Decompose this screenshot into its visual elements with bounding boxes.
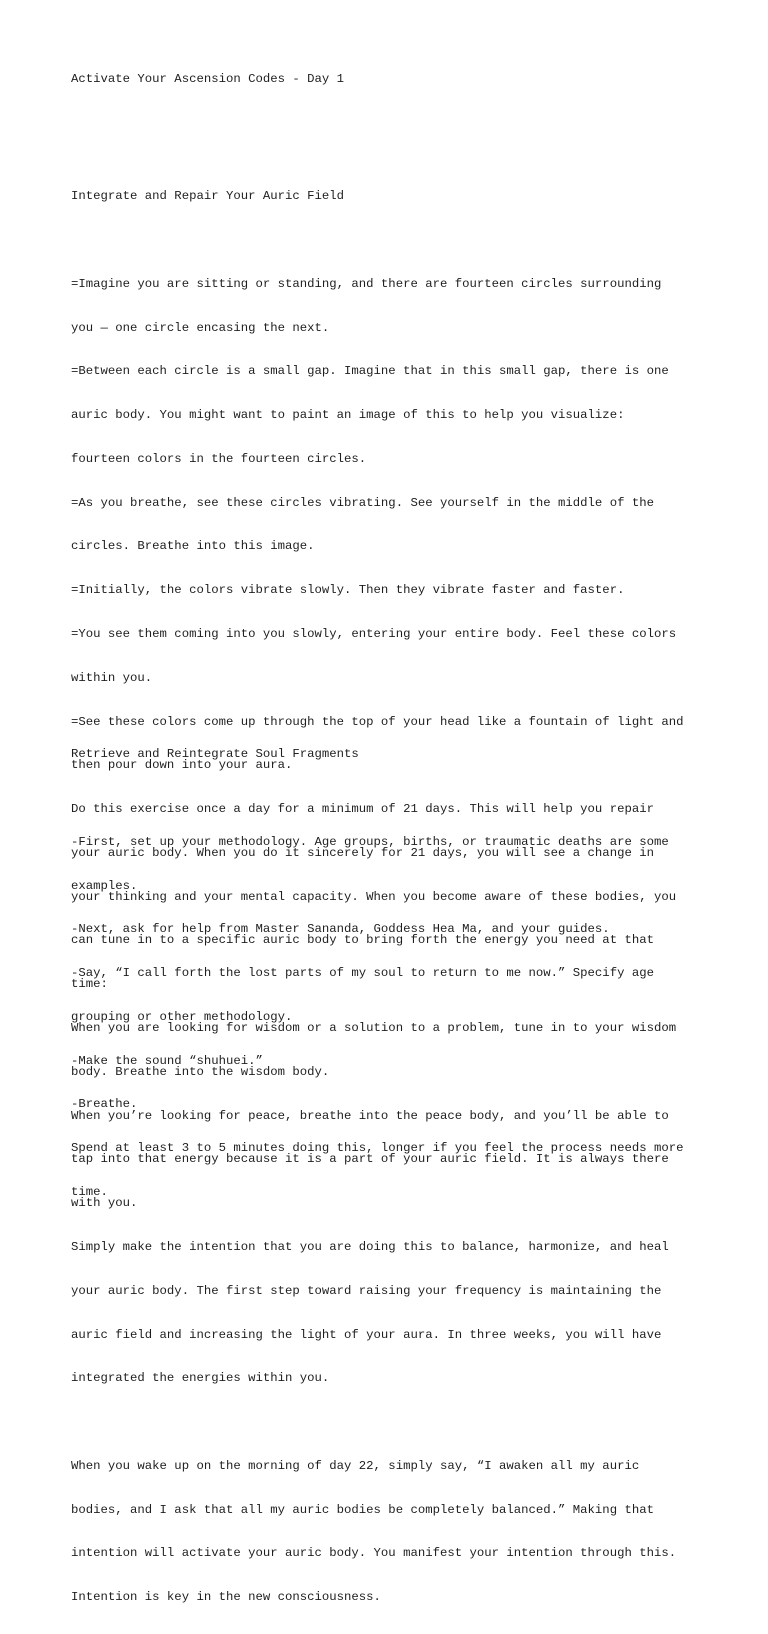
paragraph-line: Do this exercise once a day for a minimum of 21 days. This will help you repair [71, 802, 654, 817]
paragraph-line: auric field and increasing the light of your aura. In three weeks, you will have [71, 1327, 662, 1342]
paragraph-line: fourteen colors in the fourteen circles. [71, 451, 367, 466]
paragraph-line: then pour down into your aura. [71, 758, 293, 773]
paragraph-line: intention will activate your auric body. You manifest your intention through this. [71, 1546, 677, 1561]
paragraph-line: -Make the sound “shuhuei.” [71, 1053, 263, 1068]
paragraph-line: =Initially, the colors vibrate slowly. Then they vibrate faster and faster. [71, 583, 625, 598]
paragraph-line: you — one circle encasing the next. [71, 320, 330, 335]
paragraph-line: time. [71, 1185, 108, 1199]
paragraph-line: =Imagine you are sitting or standing, and there are fourteen circles surrounding [71, 276, 662, 291]
paragraph-line: your auric body. When you do it sincerely for 21 days, you will see a change in [71, 845, 654, 860]
section-soul-fragments [71, 718, 711, 1229]
paragraph-line: When you’re looking for peace, breathe into the peace body, and you’ll be able to [71, 1108, 669, 1123]
paragraph-line: time: [71, 977, 108, 992]
paragraph-line: Intention is key in the new consciousness. [71, 1590, 381, 1605]
paragraph-line: tap into that energy because it is a part of your auric field. It is always there [71, 1152, 669, 1167]
paragraph-line: can tune in to a specific auric body to bring forth the energy you need at that [71, 933, 654, 948]
paragraph-line: -Say, “I call forth the lost parts of my soul to return to me now.” Specify age [71, 966, 654, 981]
document-title: Activate Your Ascension Codes - Day 1 [71, 72, 345, 86]
paragraph-line: auric body. You might want to paint an image of this to help you visualize: [71, 408, 625, 423]
paragraph-line: bodies, and I ask that all my auric bodies be completely balanced.” Making that [71, 1502, 654, 1517]
paragraph-line: within you. [71, 670, 153, 685]
paragraph-line: with you. [71, 1196, 138, 1211]
blank-line [71, 791, 711, 806]
blank-line [71, 1415, 711, 1430]
paragraph-line: Spend at least 3 to 5 minutes doing this, longer if you feel the process needs more [71, 1141, 684, 1156]
paragraph-line: -Next, ask for help from Master Sananda, Goddess Hea Ma, and your guides. [71, 922, 610, 937]
paragraph-line: examples. [71, 878, 138, 893]
paragraph-line: your auric body. The first step toward raising your frequency is maintaining the [71, 1283, 662, 1298]
blank-line [71, 233, 711, 248]
paragraph-line: grouping or other methodology. [71, 1009, 293, 1024]
section-heading: Integrate and Repair Your Auric Field [71, 189, 345, 204]
paragraph-line: =Between each circle is a small gap. Imagine that in this small gap, there is one [71, 364, 669, 379]
paragraph-line: =As you breathe, see these circles vibrating. See yourself in the middle of the [71, 495, 654, 510]
paragraph-line: -Breathe. [71, 1097, 138, 1112]
paragraph-line: -First, set up your methodology. Age groups, births, or traumatic deaths are some [71, 834, 669, 849]
paragraph-line: your thinking and your mental capacity. When you become aware of these bodies, you [71, 889, 677, 904]
paragraph-line: =See these colors come up through the top of your head like a fountain of light and [71, 714, 684, 729]
paragraph-line: Simply make the intention that you are doing this to balance, harmonize, and heal [71, 1239, 669, 1254]
section-heading: Retrieve and Reintegrate Soul Fragments [71, 747, 359, 762]
paragraph-line: When you are looking for wisdom or a solution to a problem, tune in to your wisdom [71, 1021, 677, 1036]
paragraph-line: integrated the energies within you. [71, 1371, 330, 1386]
paragraph-line: When you wake up on the morning of day 22, simply say, “I awaken all my auric [71, 1458, 640, 1473]
paragraph-line: circles. Breathe into this image. [71, 539, 315, 554]
paragraph-line: =You see them coming into you slowly, entering your entire body. Feel these colors [71, 627, 677, 641]
paragraph-line: body. Breathe into the wisdom body. [71, 1064, 330, 1079]
